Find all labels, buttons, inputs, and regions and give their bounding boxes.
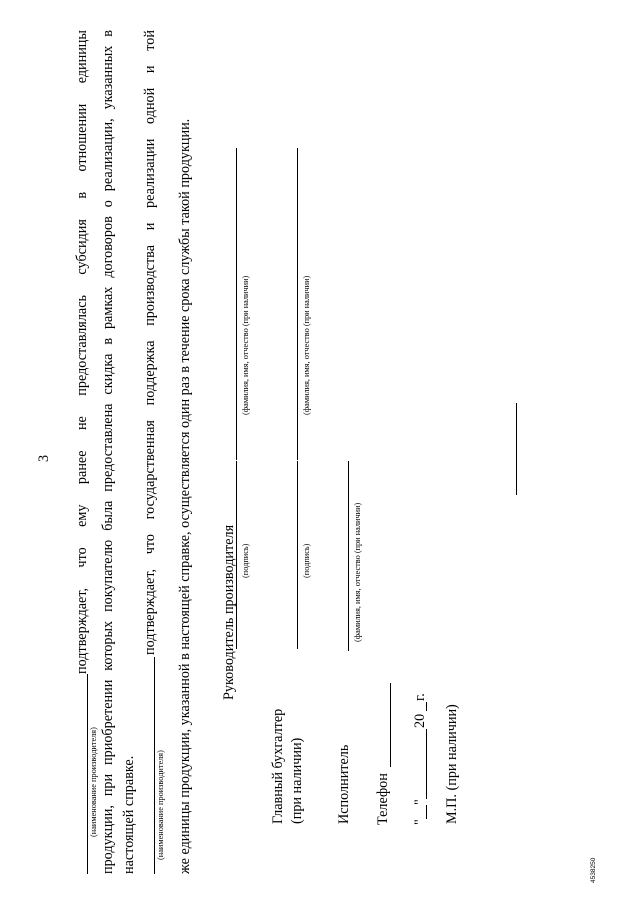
paragraph1-word: ранее bbox=[74, 450, 90, 485]
phone-line bbox=[390, 683, 391, 767]
paragraph1-word: субсидия bbox=[74, 219, 90, 275]
paragraph1-word: предоставлялась bbox=[74, 295, 90, 396]
head-name-caption: (фамилия, имя, отчество (при наличии) bbox=[241, 275, 250, 415]
producer-name-caption-1: (наименование производителя) bbox=[89, 727, 98, 837]
document-code: 4538250 bbox=[590, 857, 597, 883]
paragraph2-word: государственная bbox=[142, 420, 158, 520]
paragraph2-word: поддержка bbox=[142, 340, 158, 406]
paragraph2-word: производства bbox=[142, 245, 158, 326]
date-day-line bbox=[426, 805, 427, 819]
page-number: 3 bbox=[36, 454, 52, 462]
executor-label: Исполнитель bbox=[336, 744, 352, 824]
paragraph2-line2: же единицы продукции, указанной в настоящей справке, осуществляется один раз в течение срока службы такой продукции. bbox=[177, 118, 193, 874]
accountant-label-line1: Главный бухгалтер bbox=[270, 708, 286, 824]
paragraph2-first-line bbox=[143, 30, 157, 655]
accountant-signature-caption: (подпись) bbox=[302, 543, 311, 578]
date-century: 20 bbox=[412, 713, 428, 728]
paragraph1-word: подтверждает, bbox=[74, 588, 90, 674]
accountant-name-caption: (фамилия, имя, отчество (при наличии) bbox=[302, 275, 311, 415]
paragraph1-line2: продукции, при приобретении которых покупателю была предоставлена скидка в рамках договоров о реализации, указанных в bbox=[100, 30, 116, 874]
paragraph2-word: той bbox=[142, 30, 158, 51]
paragraph2-word: что bbox=[142, 534, 158, 555]
bottom-line bbox=[516, 403, 517, 495]
date-month-line bbox=[426, 729, 427, 799]
accountant-label-line2: (при наличии) bbox=[289, 737, 305, 824]
paragraph2-word: и bbox=[142, 222, 158, 231]
paragraph1-word: не bbox=[74, 416, 90, 431]
paragraph2-word: и bbox=[142, 65, 158, 74]
date-quote-close: " bbox=[412, 799, 428, 805]
accountant-name-line bbox=[297, 148, 298, 460]
accountant-signature-line bbox=[297, 461, 298, 649]
paragraph1-word: что bbox=[74, 547, 90, 568]
paragraph1-word: единицы bbox=[74, 30, 90, 84]
executor-name-caption: (фамилия, имя, отчество (при наличии) bbox=[353, 502, 362, 642]
date-year-line bbox=[426, 702, 427, 711]
paragraph1-word: отношении bbox=[74, 103, 90, 172]
paragraph1-first-line bbox=[75, 30, 89, 674]
paragraph2-word: реализации bbox=[142, 138, 158, 208]
date-quote-open: " bbox=[412, 819, 428, 825]
executor-name-line bbox=[348, 461, 349, 651]
paragraph1-word: ему bbox=[74, 504, 90, 527]
date-year-suffix: г. bbox=[412, 693, 428, 701]
paragraph1-line3: настоящей справке. bbox=[121, 755, 137, 874]
producer-name-line-2 bbox=[154, 657, 155, 874]
producer-name-line-1 bbox=[87, 674, 88, 874]
head-name-line bbox=[236, 148, 237, 460]
head-label: Руководитель производителя bbox=[221, 524, 237, 700]
paragraph1-word: в bbox=[74, 191, 90, 199]
paragraph2-word: подтверждает, bbox=[142, 569, 158, 655]
phone-label: Телефон bbox=[375, 773, 391, 825]
head-signature-caption: (подпись) bbox=[241, 543, 250, 578]
stamp-label: М.П. (при наличии) bbox=[444, 704, 460, 824]
paragraph2-word: одной bbox=[142, 87, 158, 124]
head-signature-line bbox=[236, 461, 237, 649]
producer-name-caption-2: (наименование производителя) bbox=[156, 750, 165, 860]
